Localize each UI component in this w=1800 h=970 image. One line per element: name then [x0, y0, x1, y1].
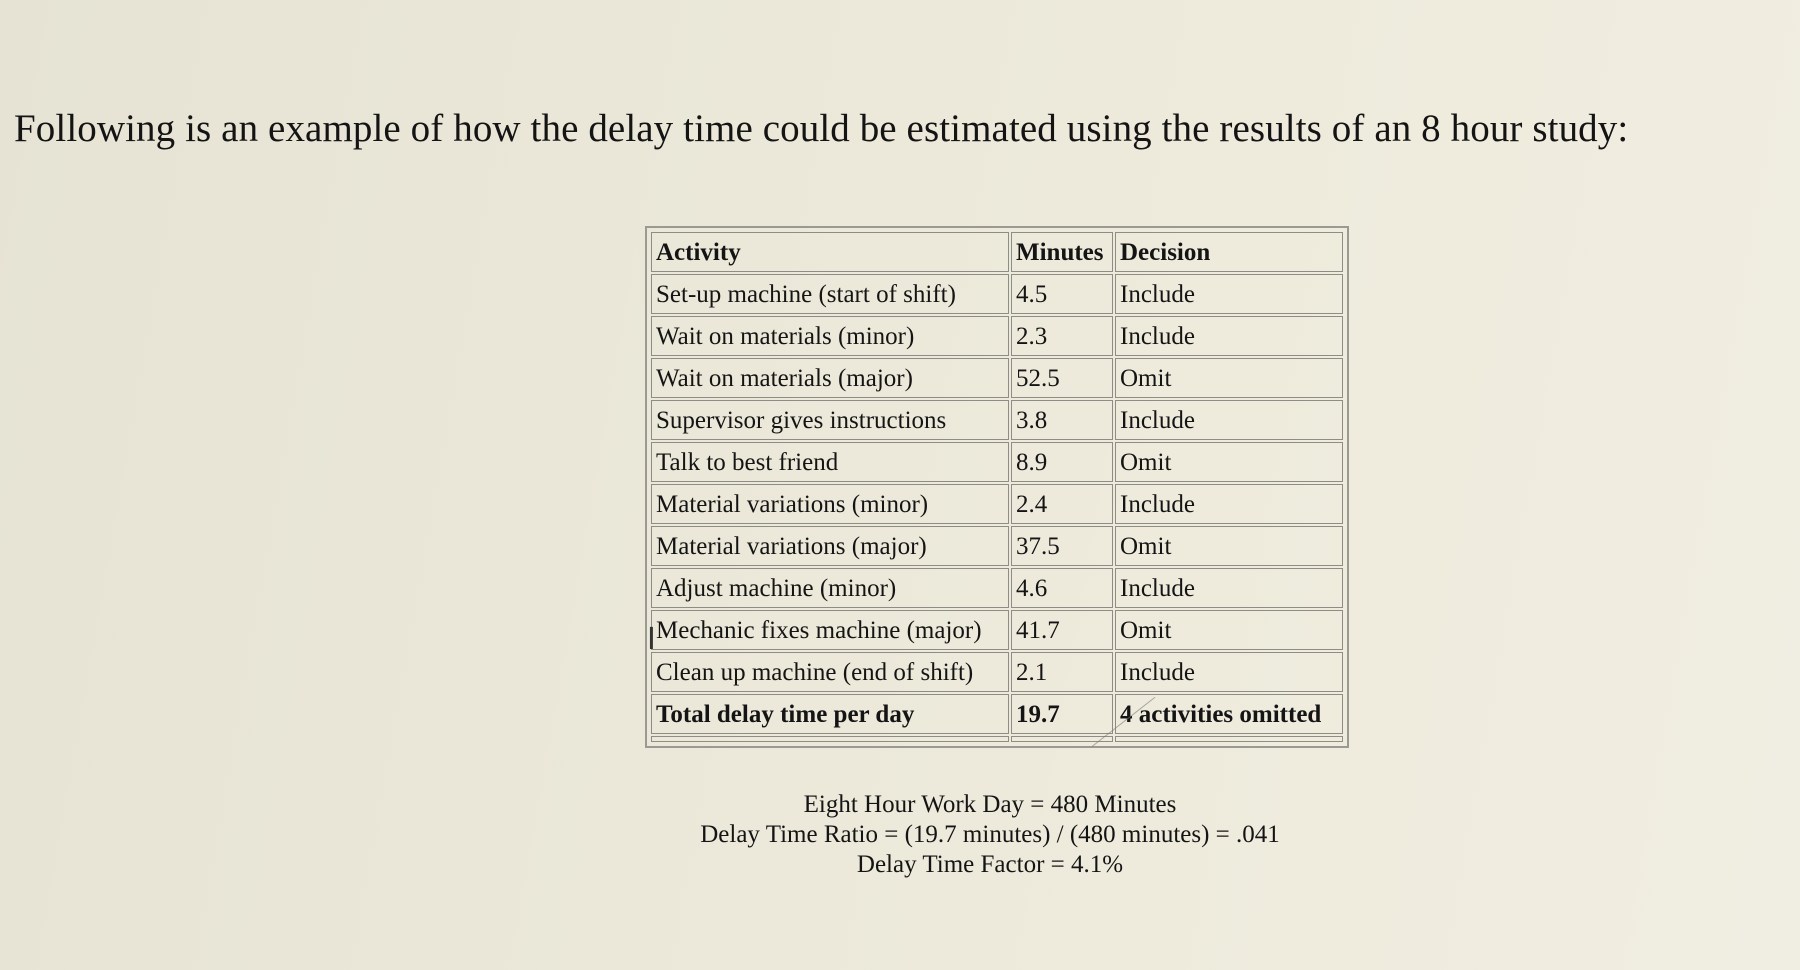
table-row — [651, 316, 1343, 356]
activity-cell: Set-up machine (start of shift) — [651, 274, 1009, 314]
activity-cell: Material variations (major) — [651, 526, 1009, 566]
table-row — [651, 652, 1343, 692]
minutes-cell: 8.9 — [1011, 442, 1113, 482]
minutes-cell: 3.8 — [1011, 400, 1113, 440]
decision-cell: Omit — [1115, 526, 1343, 566]
calculation-block — [600, 790, 1380, 880]
decision-cell: Omit — [1115, 610, 1343, 650]
delay-ratio-line: Delay Time Ratio = (19.7 minutes) / (480 minutes) = .041 — [700, 821, 1280, 848]
minutes-cell: 4.5 — [1011, 274, 1113, 314]
activity-cell: Wait on materials (minor) — [651, 316, 1009, 356]
minutes-cell: 2.3 — [1011, 316, 1113, 356]
activity-cell: Supervisor gives instructions — [651, 400, 1009, 440]
total-minutes-cell: 19.7 — [1011, 694, 1113, 734]
spacer-cell — [1115, 736, 1343, 742]
table-row — [651, 400, 1343, 440]
spacer-cell — [651, 736, 1009, 742]
text-cursor-icon: I — [647, 622, 656, 657]
delay-table-frame — [645, 226, 1349, 748]
decision-cell: Omit — [1115, 442, 1343, 482]
minutes-cell: 52.5 — [1011, 358, 1113, 398]
activity-cell: Talk to best friend — [651, 442, 1009, 482]
table-header-row — [651, 232, 1343, 272]
table-spacer-row — [651, 736, 1343, 742]
decision-cell: Include — [1115, 484, 1343, 524]
total-label-cell: Total delay time per day — [651, 694, 1009, 734]
header-activity: Activity — [651, 232, 1009, 272]
header-minutes: Minutes — [1011, 232, 1113, 272]
decision-cell: Include — [1115, 400, 1343, 440]
table-row — [651, 568, 1343, 608]
minutes-cell: 2.1 — [1011, 652, 1113, 692]
total-decision-cell: 4 activities omitted — [1115, 694, 1343, 734]
activity-cell: Material variations (minor) — [651, 484, 1009, 524]
decision-cell: Include — [1115, 652, 1343, 692]
decision-cell: Include — [1115, 316, 1343, 356]
table-row — [651, 358, 1343, 398]
minutes-cell: 4.6 — [1011, 568, 1113, 608]
minutes-cell: 41.7 — [1011, 610, 1113, 650]
table-row — [651, 442, 1343, 482]
decision-cell: Include — [1115, 568, 1343, 608]
table-row — [651, 610, 1343, 650]
intro-paragraph: Following is an example of how the delay time could be estimated using the results of an 8 hour study: — [14, 107, 1629, 150]
activity-cell: Clean up machine (end of shift) — [651, 652, 1009, 692]
work-day-line: Eight Hour Work Day = 480 Minutes — [803, 791, 1177, 818]
decision-cell: Include — [1115, 274, 1343, 314]
table-row — [651, 526, 1343, 566]
table-row — [651, 274, 1343, 314]
decision-cell: Omit — [1115, 358, 1343, 398]
delay-time-table — [649, 230, 1345, 744]
table-total-row — [651, 694, 1343, 734]
activity-cell: Wait on materials (major) — [651, 358, 1009, 398]
activity-cell: Mechanic fixes machine (major) — [651, 610, 1009, 650]
minutes-cell: 2.4 — [1011, 484, 1113, 524]
activity-cell: Adjust machine (minor) — [651, 568, 1009, 608]
delay-factor-line: Delay Time Factor = 4.1% — [856, 851, 1124, 878]
minutes-cell: 37.5 — [1011, 526, 1113, 566]
table-row — [651, 484, 1343, 524]
header-decision: Decision — [1115, 232, 1343, 272]
